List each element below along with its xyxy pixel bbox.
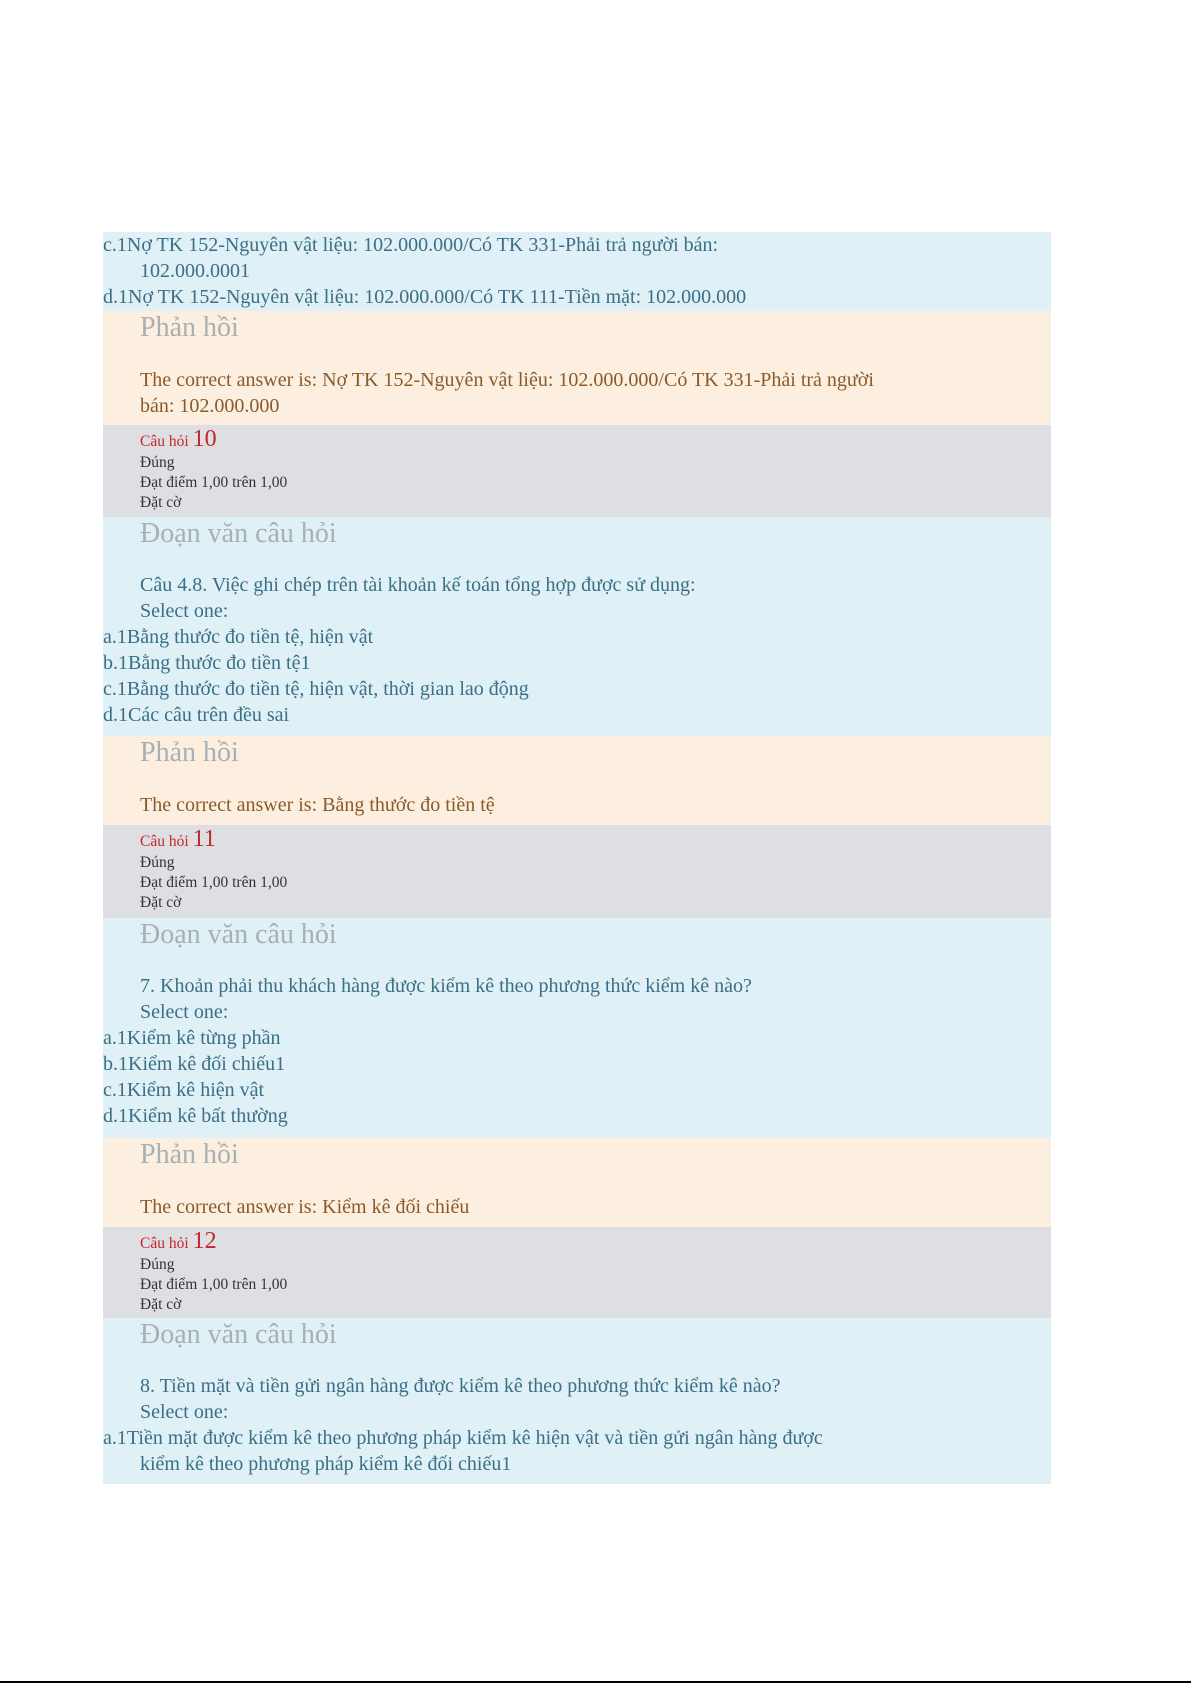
question-score: Đạt điểm 1,00 trên 1,00 xyxy=(140,474,288,491)
q11-option-c[interactable]: c.1Kiểm kê hiện vật xyxy=(103,1079,265,1101)
correct-answer: The correct answer is: Nợ TK 152-Nguyên vật liệu: 102.000.000/Có TK 331-Phải trả người bán: 102.000.000 xyxy=(140,369,874,417)
q10-option-c[interactable]: c.1Bằng thước đo tiền tệ, hiện vật, thời gian lao động xyxy=(103,678,529,700)
question-text: Câu 4.8. Việc ghi chép trên tài khoản kế toán tổng hợp được sử dụng: xyxy=(140,574,696,596)
question-status: Đúng xyxy=(140,854,175,871)
question-number: 11 xyxy=(192,826,216,852)
feedback-header: Phản hồi xyxy=(140,1139,239,1170)
footer-divider xyxy=(0,1681,1191,1683)
flag-question-link[interactable]: Đặt cờ xyxy=(140,1296,182,1313)
q11-content xyxy=(103,918,1051,1138)
q11-option-d[interactable]: d.1Kiểm kê bất thường xyxy=(103,1105,288,1127)
question-label xyxy=(140,1228,1051,1255)
q10-option-d[interactable]: d.1Các câu trên đều sai xyxy=(103,704,290,726)
select-one-label: Select one: xyxy=(140,1001,229,1023)
question-number: 10 xyxy=(192,426,217,452)
q9-options xyxy=(103,232,1051,311)
question-text: 7. Khoản phải thu khách hàng được kiểm kê theo phương thức kiểm kê nào? xyxy=(140,975,752,997)
flag-question-link[interactable]: Đặt cờ xyxy=(140,894,182,911)
q10-content xyxy=(103,517,1051,736)
question-label-text: Câu hỏi xyxy=(140,433,189,450)
question-label xyxy=(140,426,1051,453)
q11-feedback xyxy=(103,1138,1051,1227)
q9-option-d[interactable]: d.1Nợ TK 152-Nguyên vật liệu: 102.000.000/Có TK 111-Tiền mặt: 102.000.000 xyxy=(103,286,747,308)
q10-feedback xyxy=(103,736,1051,825)
q10-option-a[interactable]: a.1Bằng thước đo tiền tệ, hiện vật xyxy=(103,626,374,648)
question-text: 8. Tiền mặt và tiền gửi ngân hàng được kiểm kê theo phương thức kiểm kê nào? xyxy=(140,1375,781,1397)
question-label xyxy=(140,826,1051,853)
question-text-header: Đoạn văn câu hỏi xyxy=(140,919,337,950)
question-status: Đúng xyxy=(140,454,175,471)
quiz-review-page xyxy=(103,232,1051,1484)
question-status: Đúng xyxy=(140,1256,175,1273)
q10-option-b[interactable]: b.1Bằng thước đo tiền tệ1 xyxy=(103,652,311,674)
q12-content xyxy=(103,1318,1051,1484)
feedback-header: Phản hồi xyxy=(140,312,239,343)
correct-answer: The correct answer is: Kiểm kê đối chiếu xyxy=(140,1196,470,1218)
question-text-header: Đoạn văn câu hỏi xyxy=(140,518,337,549)
q9-option-c[interactable]: c.1Nợ TK 152-Nguyên vật liệu: 102.000.000/Có TK 331-Phải trả người bán: 102.000.0001 xyxy=(103,234,719,282)
question-score: Đạt điểm 1,00 trên 1,00 xyxy=(140,874,288,891)
question-score: Đạt điểm 1,00 trên 1,00 xyxy=(140,1276,288,1293)
question-label-text: Câu hỏi xyxy=(140,833,189,850)
q12-option-a[interactable]: a.1Tiền mặt được kiểm kê theo phương pháp kiểm kê hiện vật và tiền gửi ngân hàng được kiểm kê theo phương pháp kiểm kê đối chiếu1 xyxy=(103,1427,823,1475)
q11-option-a[interactable]: a.1Kiểm kê từng phần xyxy=(103,1027,281,1049)
question-text-header: Đoạn văn câu hỏi xyxy=(140,1319,337,1350)
q9-feedback xyxy=(103,311,1051,425)
feedback-header: Phản hồi xyxy=(140,737,239,768)
correct-answer: The correct answer is: Bằng thước đo tiền tệ xyxy=(140,794,495,816)
q10-info xyxy=(103,425,1051,517)
q11-option-b[interactable]: b.1Kiểm kê đối chiếu1 xyxy=(103,1053,286,1075)
flag-question-link[interactable]: Đặt cờ xyxy=(140,494,182,511)
question-number: 12 xyxy=(192,1228,217,1254)
select-one-label: Select one: xyxy=(140,1401,229,1423)
q12-info xyxy=(103,1227,1051,1318)
q11-info xyxy=(103,825,1051,918)
select-one-label: Select one: xyxy=(140,600,229,622)
question-label-text: Câu hỏi xyxy=(140,1235,189,1252)
